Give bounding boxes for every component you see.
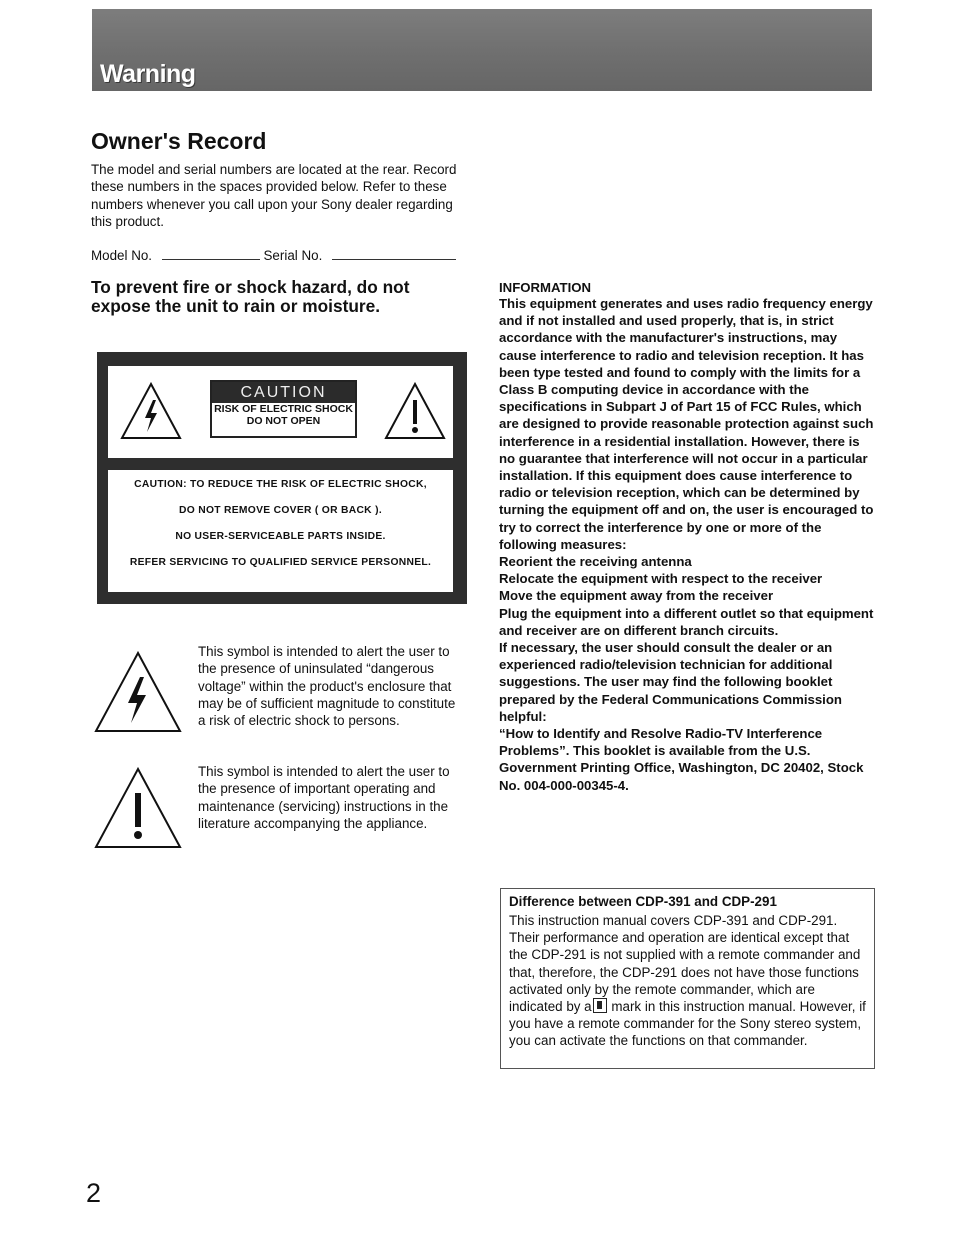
- caution-line-2: DO NOT REMOVE COVER ( OR BACK ).: [179, 505, 382, 516]
- lightning-triangle-icon: [120, 382, 182, 440]
- measure-item: Plug the equipment into a different outlet so that equipment and receiver are on different branch circuits.: [499, 605, 874, 638]
- serial-label: Serial No.: [263, 248, 323, 263]
- difference-box: [500, 888, 875, 1069]
- owners-record-heading: Owner's Record: [91, 128, 267, 154]
- remote-commander-icon: [593, 998, 607, 1013]
- caution-label-bottom: [108, 470, 453, 592]
- caution-plate: [210, 380, 357, 438]
- lightning-triangle-icon: [94, 651, 182, 733]
- caution-line-1: CAUTION: TO REDUCE THE RISK OF ELECTRIC SHOCK,: [134, 479, 427, 490]
- caution-line-4: REFER SERVICING TO QUALIFIED SERVICE PERSONNEL.: [129, 557, 432, 568]
- caution-sub-1: RISK OF ELECTRIC SHOCK: [214, 403, 353, 415]
- model-label: Model No.: [91, 248, 153, 263]
- information-heading: INFORMATION: [499, 280, 592, 295]
- information-body: [499, 295, 877, 794]
- record-line: [91, 247, 456, 263]
- difference-body: [509, 912, 869, 1050]
- exclamation-triangle-icon: [384, 382, 446, 440]
- difference-title: Difference between CDP-391 and CDP-291: [509, 894, 777, 909]
- banner-title: Warning: [100, 60, 196, 88]
- information-paragraph-2: If necessary, the user should consult the dealer or an experienced radio/television technician for additional suggestions. The user may find the following booklet prepared by the Federal Communications Commission helpful:: [499, 640, 842, 724]
- measure-item: Move the equipment away from the receiver: [499, 588, 774, 604]
- owners-record-paragraph: The model and serial numbers are located at the rear. Record these numbers in the spaces provided below. Refer to these numbers whenever you call upon your Sony dealer regarding this product.: [91, 162, 457, 229]
- caution-word: CAUTION: [212, 382, 355, 403]
- difference-text-before: This instruction manual covers CDP-391 and CDP-291. Their performance and operation are identical except that the CDP-291 is not supplied with a remote commander and that, therefore, the CDP-291 does not have those functions activated only by the remote commander, which are indicated by a: [509, 913, 861, 1015]
- information-paragraph-1: This equipment generates and uses radio frequency energy and if not installed and used properly, that is, in strict accordance with the manufacturer's instructions, may cause interference to radio and television reception. It has been type tested and found to comply with the limits for a Class B computing device in accordance with the specifications in Subpart J of Part 15 of FCC Rules, which are designed to provide reasonable protection against such interference in a residential installation. However, there is no guarantee that interference will not occur in a particular installation. If this equipment does cause interference to radio or television reception, which can be determined by turning the equipment off and on, the user is encouraged to try to correct the interference by one or more of the following measures:: [499, 296, 874, 552]
- serial-blank[interactable]: [332, 247, 456, 260]
- caution-label-top: [108, 366, 453, 458]
- exclamation-triangle-icon: [94, 767, 182, 849]
- fire-shock-warning: To prevent fire or shock hazard, do not expose the unit to rain or moisture.: [91, 277, 410, 316]
- warning-banner: [92, 9, 872, 91]
- model-blank[interactable]: [162, 247, 260, 260]
- measure-item: Relocate the equipment with respect to the receiver: [499, 571, 823, 587]
- symbol-description-voltage: This symbol is intended to alert the user to the presence of uninsulated “dangerous voltage” within the product's enclosure that may be of sufficient magnitude to constitute a risk of electric shock to persons.: [198, 644, 456, 729]
- difference-text-after: mark in this instruction manual. However, if you have a remote commander for the Sony stereo system, you can activate the functions on that commander.: [509, 999, 866, 1049]
- information-paragraph-3: “How to Identify and Resolve Radio-TV Interference Problems”. This booklet is available from the U.S. Government Printing Office, Washington, DC 20402, Stock No. 004-000-00345-4.: [499, 726, 864, 793]
- caution-label: [97, 352, 467, 604]
- caution-line-3: NO USER-SERVICEABLE PARTS INSIDE.: [175, 531, 386, 542]
- measure-item: Reorient the receiving antenna: [499, 554, 692, 570]
- symbol-description-instructions: This symbol is intended to alert the user to the presence of important operating and maintenance (servicing) instructions in the literature accompanying the appliance.: [198, 764, 450, 831]
- page-number: 2: [86, 1178, 102, 1208]
- caution-sub-2: DO NOT OPEN: [246, 415, 321, 427]
